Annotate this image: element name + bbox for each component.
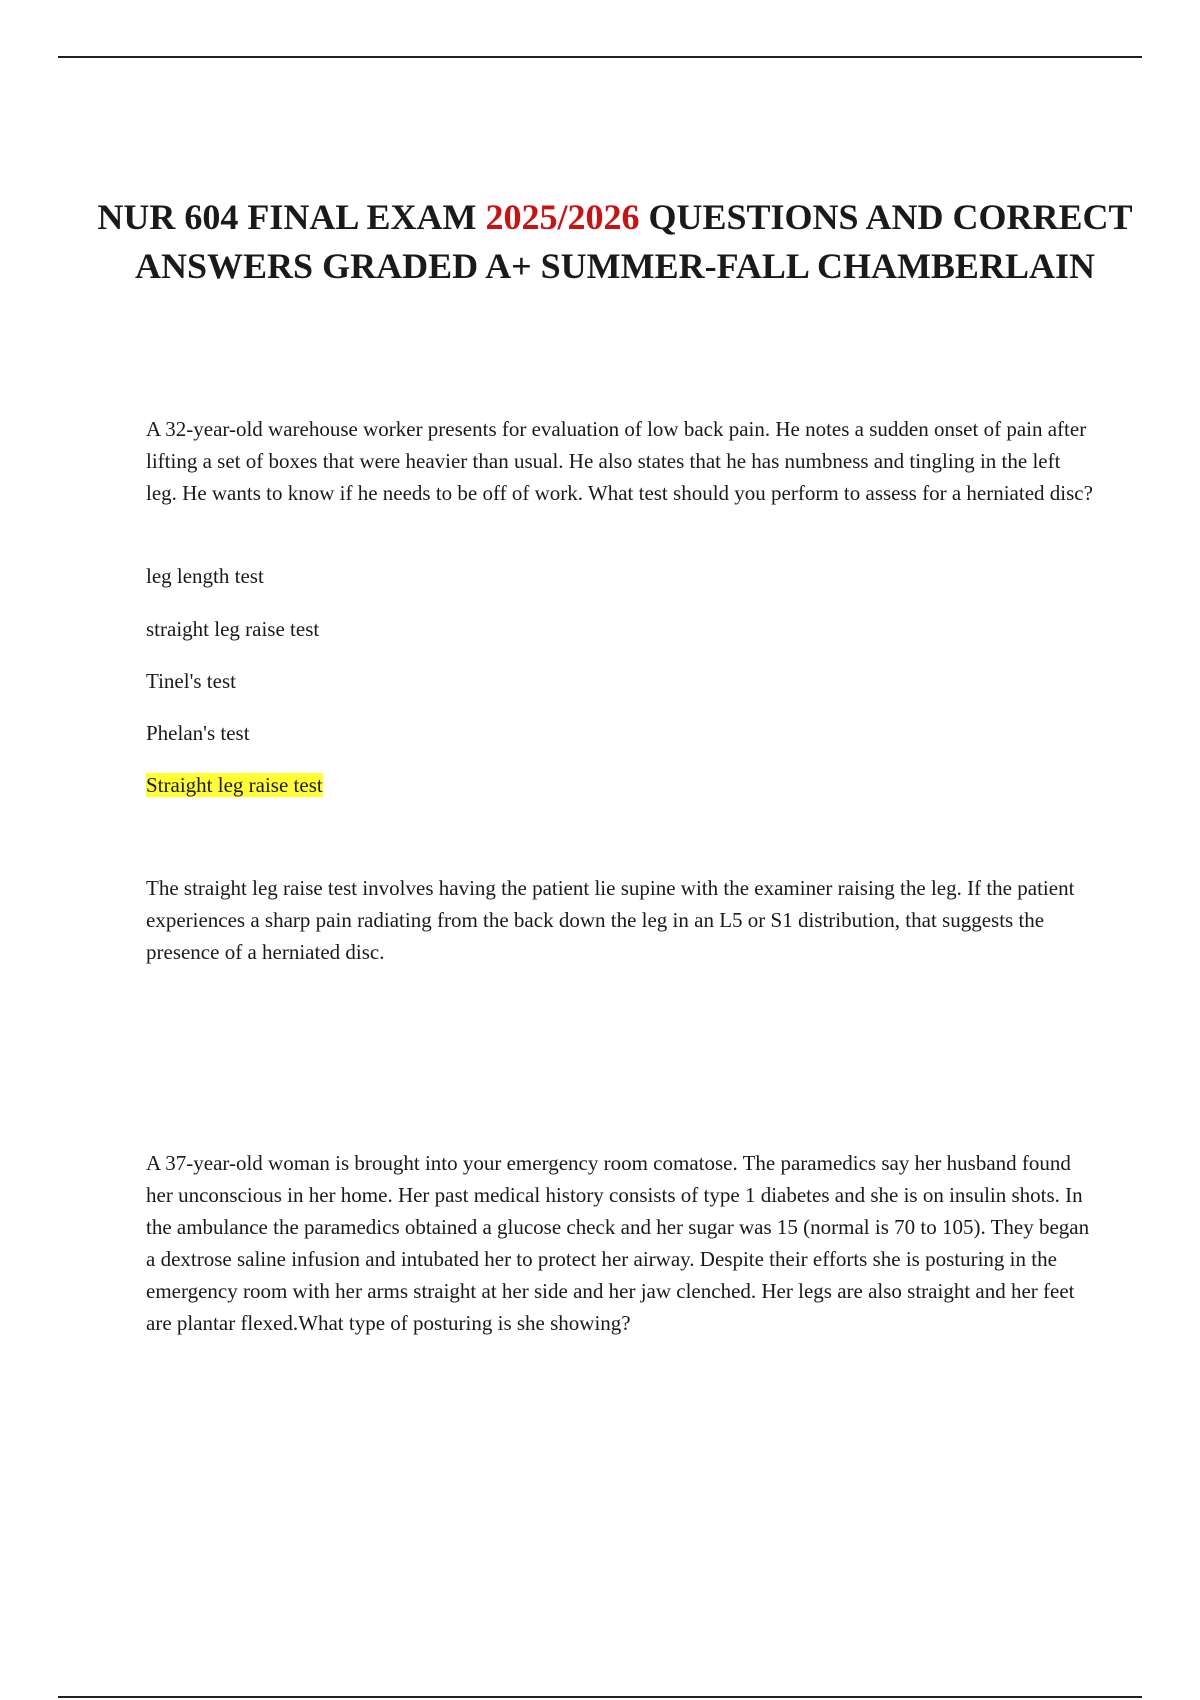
title-part1: NUR 604 FINAL EXAM [97, 197, 486, 237]
top-rule [58, 56, 1142, 58]
question-1-option-4: Phelan's test [146, 721, 250, 745]
title-year: 2025/2026 [485, 197, 640, 237]
question-1-option-2: straight leg raise test [146, 617, 320, 641]
question-1-text: A 32-year-old warehouse worker presents for evaluation of low back pain. He notes a sudden onset of pain after lifting a set of boxes that were heavier than usual. He also states that he has numbness and tingling in the left leg. He wants to know if he needs to be off of work. What test should you perform to assess for a herniated disc? [146, 417, 1093, 505]
question-1-explanation: The straight leg raise test involves having the patient lie supine with the examiner raising the leg. If the patient experiences a sharp pain radiating from the back down the leg in an L5 or S1 distribution, that suggests the presence of a herniated disc. [146, 876, 1075, 964]
question-1-option-1: leg length test [146, 564, 264, 588]
question-1-answer-highlight: Straight leg raise test [146, 773, 323, 797]
question-2-text: A 37-year-old woman is brought into your emergency room comatose. The paramedics say her husband found her unconscious in her home. Her past medical history consists of type 1 diabetes and she is on insulin shots. In the ambulance the paramedics obtained a glucose check and her sugar was 15 (normal is 70 to 105). They began a dextrose saline infusion and intubated her to protect her airway. Despite their efforts she is posturing in the emergency room with her arms straight at her side and her jaw clenched. Her legs are also straight and her feet are plantar flexed.What type of posturing is she showing? [146, 1151, 1090, 1335]
title-part2: QUESTIONS AND CORRECT ANSWERS GRADED A+ SUMMER-FALL CHAMBERLAIN [135, 197, 1133, 286]
question-1-option-3: Tinel's test [146, 669, 236, 693]
document-title [80, 193, 1150, 291]
question-1-answer [146, 769, 323, 801]
bottom-rule [58, 1696, 1142, 1698]
